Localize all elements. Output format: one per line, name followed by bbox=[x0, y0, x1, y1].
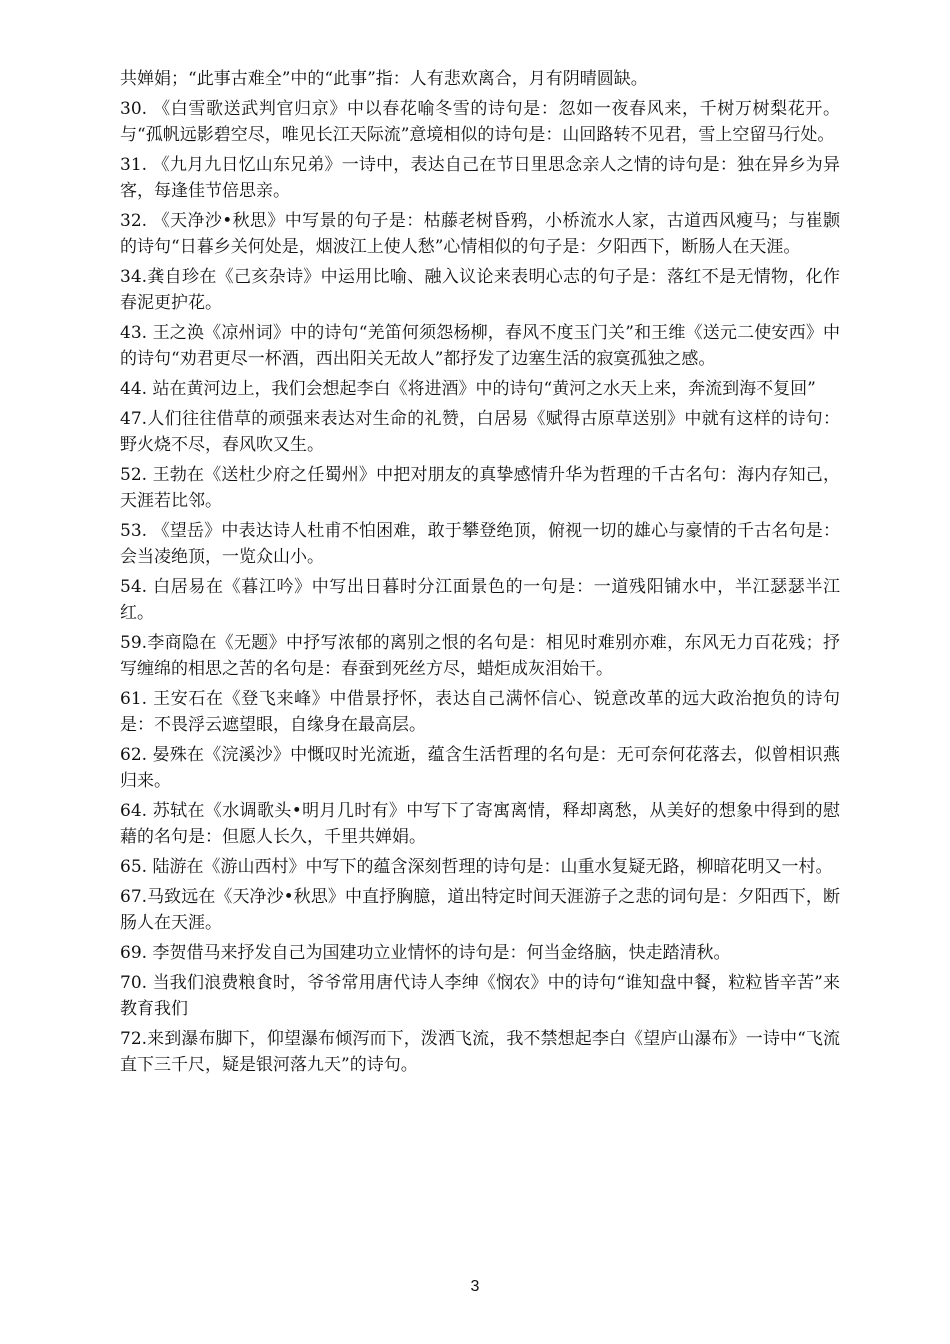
paragraph-continuation: 共婵娟；“此事古难全”中的“此事”指：人有悲欢离合，月有阴晴圆缺。 bbox=[120, 69, 648, 89]
paragraph-item-54: 54. 白居易在《暮江吟》中写出日暮时分江面景色的一句是：一道残阳铺水中，半江瑟瑟半江红。 bbox=[120, 577, 840, 623]
paragraph-item-61: 61. 王安石在《登飞来峰》中借景抒怀，表达自己满怀信心、锐意改革的远大政治抱负的诗句是：不畏浮云遮望眼，自缘身在最高层。 bbox=[120, 689, 840, 735]
paragraph-item-65: 65. 陆游在《游山西村》中写下的蕴含深刻哲理的诗句是：山重水复疑无路，柳暗花明又一村。 bbox=[120, 857, 833, 877]
paragraph-item-30: 30. 《白雪歌送武判官归京》中以春花喻冬雪的诗句是：忽如一夜春风来，千树万树梨花开。与“孤帆远影碧空尽，唯见长江天际流”意境相似的诗句是：山回路转不见君，雪上空留马行处。 bbox=[120, 99, 840, 145]
paragraph-item-72: 72.来到瀑布脚下，仰望瀑布倾泻而下，泼洒飞流，我不禁想起李白《望庐山瀑布》一诗中“飞流直下三千尺，疑是银河落九天”的诗句。 bbox=[120, 1029, 840, 1075]
paragraph-item-70: 70. 当我们浪费粮食时，爷爷常用唐代诗人李绅《悯农》中的诗句“谁知盘中餐，粒粒皆辛苦”来教育我们 bbox=[120, 973, 840, 1019]
paragraph-item-32: 32. 《天净沙•秋思》中写景的句子是：枯藤老树昏鸦，小桥流水人家，古道西风瘦马；与崔颢的诗句“日暮乡关何处是，烟波江上使人愁”心情相似的句子是：夕阳西下，断肠人在天涯。 bbox=[120, 211, 840, 257]
paragraph-item-31: 31. 《九月九日忆山东兄弟》一诗中，表达自己在节日里思念亲人之情的诗句是：独在异乡为异客，每逢佳节倍思亲。 bbox=[120, 155, 840, 201]
paragraph-item-69: 69. 李贺借马来抒发自己为国建功立业情怀的诗句是：何当金络脑，快走踏清秋。 bbox=[120, 943, 731, 963]
paragraph-item-53: 53. 《望岳》中表达诗人杜甫不怕困难，敢于攀登绝顶，俯视一切的雄心与豪情的千古名句是：会当凌绝顶，一览众山小。 bbox=[120, 521, 840, 567]
paragraph-item-67: 67.马致远在《天净沙•秋思》中直抒胸臆，道出特定时间天涯游子之悲的词句是：夕阳西下，断肠人在天涯。 bbox=[120, 887, 840, 933]
paragraph-item-43: 43. 王之涣《凉州词》中的诗句“羌笛何须怨杨柳，春风不度玉门关”和王维《送元二使安西》中的诗句“劝君更尽一杯酒，西出阳关无故人”都抒发了边塞生活的寂寞孤独之感。 bbox=[120, 323, 840, 369]
page-number: 3 bbox=[470, 1278, 480, 1295]
paragraph-item-44: 44. 站在黄河边上，我们会想起李白《将进酒》中的诗句“黄河之水天上来，奔流到海不复回” bbox=[120, 379, 816, 399]
paragraph-item-64: 64. 苏轼在《水调歌头•明月几时有》中写下了寄寓离情，释却离愁，从美好的想象中得到的慰藉的名句是：但愿人长久，千里共婵娟。 bbox=[120, 801, 840, 847]
document-body bbox=[120, 66, 840, 1082]
paragraph-item-52: 52. 王勃在《送杜少府之任蜀州》中把对朋友的真挚感情升华为哲理的千古名句：海内存知己，天涯若比邻。 bbox=[120, 465, 840, 511]
paragraph-item-47: 47.人们往往借草的顽强来表达对生命的礼赞，白居易《赋得古原草送别》中就有这样的诗句：野火烧不尽，春风吹又生。 bbox=[120, 409, 840, 455]
paragraph-item-34: 34.龚自珍在《己亥杂诗》中运用比喻、融入议论来表明心志的句子是：落红不是无情物，化作春泥更护花。 bbox=[120, 267, 840, 313]
paragraph-item-62: 62. 晏殊在《浣溪沙》中慨叹时光流逝，蕴含生活哲理的名句是：无可奈何花落去，似曾相识燕归来。 bbox=[120, 745, 840, 791]
paragraph-item-59: 59.李商隐在《无题》中抒写浓郁的离别之恨的名句是：相见时难别亦难，东风无力百花残；抒写缠绵的相思之苦的名句是：春蚕到死丝方尽，蜡炬成灰泪始干。 bbox=[120, 633, 840, 679]
